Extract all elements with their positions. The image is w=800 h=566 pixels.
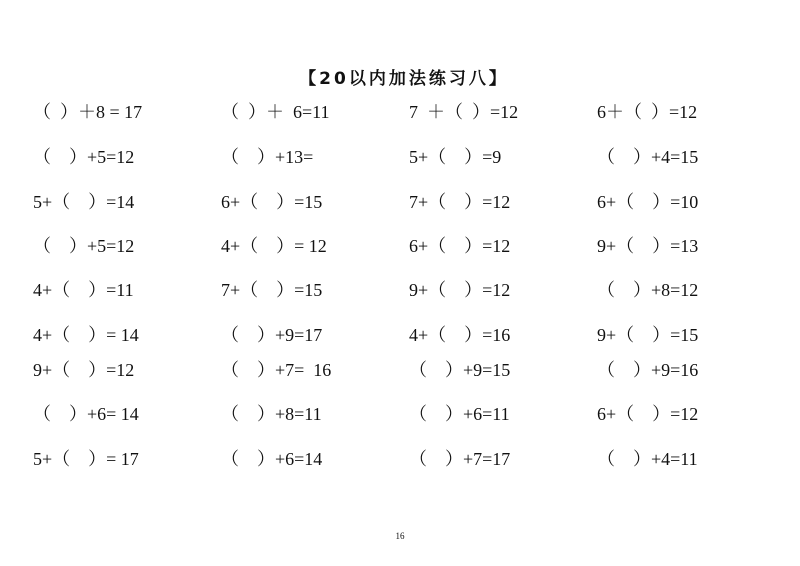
equation-item: 4+（ ）=16: [409, 325, 511, 345]
equation-item: 6+（ ）=12: [409, 236, 511, 256]
equation-item: （ ）+5=12: [33, 236, 135, 256]
exercise-row: [0, 233, 800, 259]
exercise-row: [0, 144, 800, 170]
equation-item: 5+（ ）=14: [33, 192, 135, 212]
equation-item: 4+（ ）= 12: [221, 236, 327, 256]
equation-item: （ ）+5=12: [33, 147, 135, 167]
equation-item: （ ）+6=14: [221, 449, 323, 469]
equation-item: 7+（ ）=12: [409, 192, 511, 212]
equation-item: 5+（ ）=9: [409, 147, 502, 167]
equation-item: （ ）+8=12: [597, 280, 699, 300]
equation-item: 9+（ ）=15: [597, 325, 699, 345]
worksheet-title: 【20以内加法练习八】: [299, 69, 509, 89]
equation-item: 9+（ ）=12: [409, 280, 511, 300]
exercise-row: [0, 99, 800, 125]
equation-item: （ ）+9=17: [221, 325, 323, 345]
equation-item: 6+（ ）=15: [221, 192, 323, 212]
equation-item: （ ）+4=11: [597, 449, 698, 469]
equation-item: （ ）+7=17: [409, 449, 511, 469]
equation-item: 6＋（ ）=12: [597, 102, 698, 122]
equation-item: （ ）＋8 = 17: [33, 102, 143, 122]
exercise-row: [0, 277, 800, 303]
equation-item: 4+（ ）=11: [33, 280, 134, 300]
equation-item: 6+（ ）=10: [597, 192, 699, 212]
equation-item: （ ）+9=16: [597, 360, 699, 380]
equation-item: （ ）＋ 6=11: [221, 102, 330, 122]
equation-item: 5+（ ）= 17: [33, 449, 139, 469]
equation-item: 7 ＋（ ）=12: [409, 102, 519, 122]
equation-item: （ ）+6= 14: [33, 404, 139, 424]
exercise-row: [0, 189, 800, 215]
equation-item: （ ）+7= 16: [221, 360, 332, 380]
page-number: 16: [395, 531, 405, 541]
equation-item: 4+（ ）= 14: [33, 325, 139, 345]
equation-item: 7+（ ）=15: [221, 280, 323, 300]
equation-item: （ ）+8=11: [221, 404, 322, 424]
exercise-row: [0, 401, 800, 427]
equation-item: （ ）+9=15: [409, 360, 511, 380]
equation-item: （ ）+6=11: [409, 404, 510, 424]
equation-item: （ ）+4=15: [597, 147, 699, 167]
equation-item: 9+（ ）=12: [33, 360, 135, 380]
equation-item: （ ）+13=: [221, 147, 314, 167]
equation-item: 6+（ ）=12: [597, 404, 699, 424]
exercise-row: [0, 322, 800, 348]
exercise-row: [0, 446, 800, 472]
exercise-row: [0, 357, 800, 383]
equation-item: 9+（ ）=13: [597, 236, 699, 256]
